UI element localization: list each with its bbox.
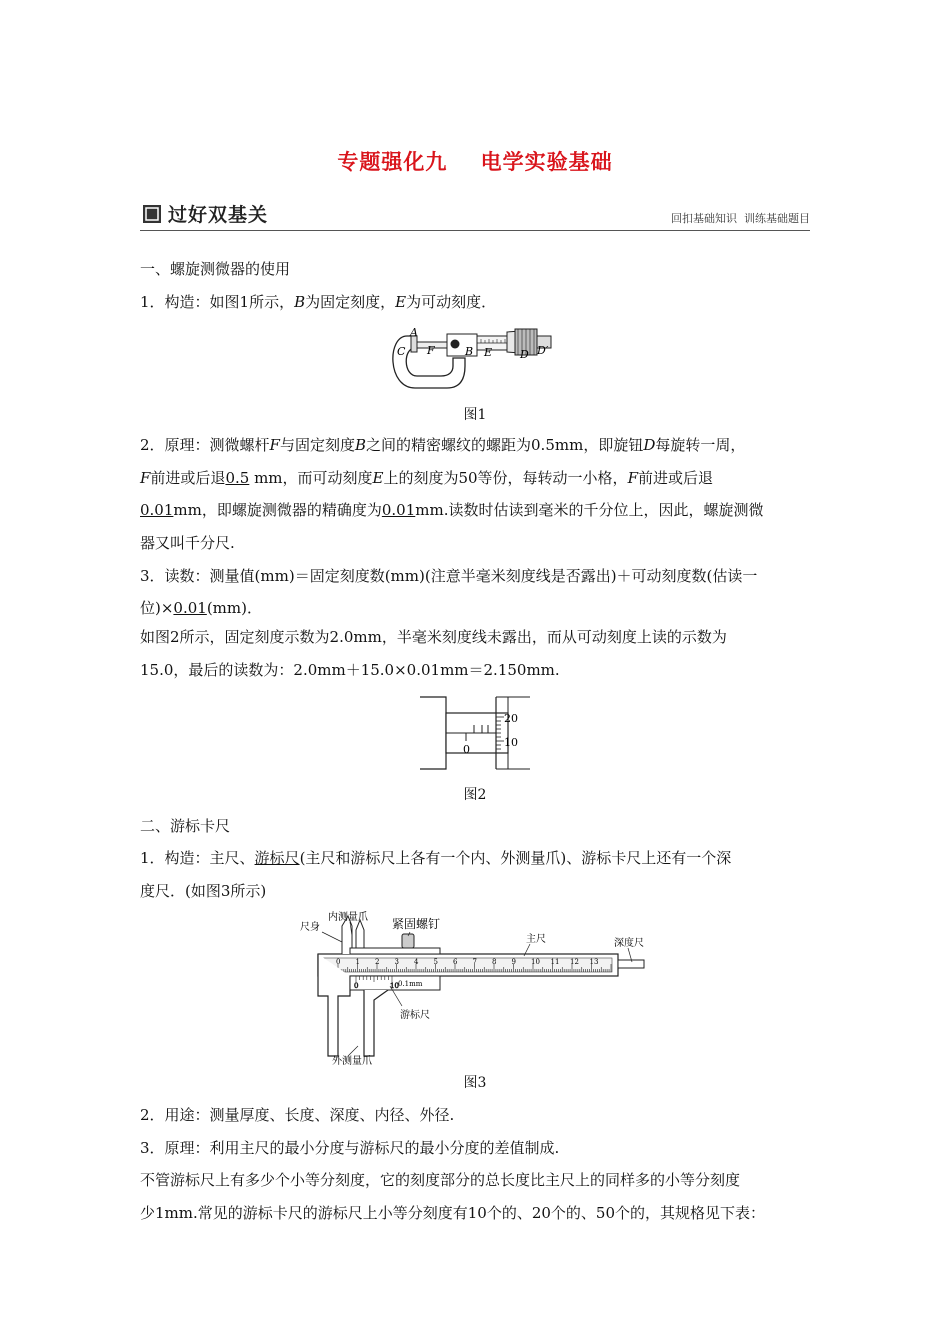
label-F: F <box>427 344 435 357</box>
s1-paragraph-principle-l2: F前进或后退0.5 mm，而可动刻度E上的刻度为50等份，每转动一小格，F前进或后退 <box>140 469 713 487</box>
title-part1: 专题强化九 <box>337 150 448 174</box>
main-scale-label: 10 <box>531 958 540 966</box>
banner-divider <box>140 230 810 231</box>
section1-heading: 一、螺旋测微器的使用 <box>140 260 291 278</box>
label-D: D <box>520 348 529 361</box>
title-part2: 电学实验基础 <box>480 150 613 174</box>
s1-example-l1: 如图2所示，固定刻度示数为2.0mm，半毫米刻度线未露出，而从可动刻度上读的示数为 <box>140 628 727 646</box>
section2-heading: 二、游标卡尺 <box>140 817 231 835</box>
vernier-scale-label: 10 <box>390 982 399 990</box>
main-scale-label: 3 <box>394 958 399 966</box>
fixed-scale-zero: 0 <box>463 743 470 756</box>
label-C: C <box>397 345 406 358</box>
label-screw: 紧固螺钉 <box>392 917 441 931</box>
main-scale-label: 9 <box>511 958 516 966</box>
label-A: A <box>410 326 418 339</box>
main-scale-label: 12 <box>570 958 579 966</box>
s2-paragraph-principle: 3．原理：利用主尺的最小分度与游标尺的最小分度的差值制成. <box>140 1139 560 1157</box>
figure1-caption: 图1 <box>463 407 487 423</box>
page-title <box>0 146 950 176</box>
thimble-label-20: 20 <box>504 712 518 725</box>
label-main-scale: 主尺 <box>526 934 546 945</box>
micrometer-reading-figure <box>418 693 533 773</box>
vernier-scale-label: 0 <box>354 982 359 990</box>
s1-paragraph-construct: 1．构造：如图1所示，B为固定刻度，E为可动刻度． <box>140 293 497 311</box>
banner-subtitle: 回扣基础知识 训练基础题目 <box>671 212 810 225</box>
main-scale-label: 11 <box>550 958 560 966</box>
s2-paragraph-detail-l1: 不管游标尺上有多少个小等分刻度，它的刻度部分的总长度比主尺上的同样多的小等分刻度 <box>140 1171 741 1189</box>
main-scale-label: 0 <box>336 958 341 966</box>
label-inner-jaw: 内测量爪 <box>328 912 368 923</box>
s1-paragraph-reading-l2: 位)×0.01(mm)． <box>140 599 262 617</box>
label-Dprime: D′ <box>537 344 549 357</box>
label-vernier: 游标尺 <box>400 1010 430 1021</box>
s1-example-l2: 15.0，最后的读数为：2.0mm＋15.0×0.01mm＝2.150mm. <box>140 661 560 679</box>
main-scale-label: 6 <box>453 958 458 966</box>
s1-paragraph-principle-l3: 0.01mm，即螺旋测微器的精确度为0.01mm.读数时估读到毫米的千分位上，因此，螺旋测微 <box>140 501 764 519</box>
banner-square-icon <box>142 204 162 224</box>
label-E: E <box>484 346 493 359</box>
section-banner <box>140 198 810 232</box>
micrometer-figure <box>385 322 565 397</box>
main-scale-label: 2 <box>375 958 380 966</box>
label-body: 尺身 <box>300 922 320 933</box>
main-scale-label: 7 <box>472 958 477 966</box>
label-depth-rod: 深度尺 <box>614 938 644 949</box>
s1-paragraph-reading-l1: 3．读数：测量值(mm)＝固定刻度数(mm)(注意半毫米刻度线是否露出)＋可动刻度数(估读一 <box>140 567 758 585</box>
figure2-caption: 图2 <box>463 787 487 803</box>
main-scale-label: 8 <box>492 958 497 966</box>
s2-paragraph-usage: 2．用途：测量厚度、长度、深度、内径、外径. <box>140 1106 455 1124</box>
s2-paragraph-construct-l1: 1．构造：主尺、游标尺(主尺和游标尺上各有一个内、外测量爪)、游标卡尺上还有一个深 <box>140 849 732 867</box>
banner-title: 过好双基关 <box>168 204 269 226</box>
s1-paragraph-principle-l1: 2．原理：测微螺杆F与固定刻度B之间的精密螺纹的螺距为0.5mm，即旋钮D每旋转一周， <box>140 436 746 454</box>
main-scale-label: 5 <box>433 958 438 966</box>
s2-paragraph-construct-l2: 度尺．(如图3所示) <box>140 882 267 900</box>
thimble-label-10: 10 <box>504 736 518 749</box>
label-precision: 0.1mm <box>398 980 423 988</box>
s1-paragraph-principle-l4: 器又叫千分尺. <box>140 534 235 552</box>
label-B: B <box>465 345 474 358</box>
vernier-caliper-figure <box>298 906 652 1066</box>
main-scale-label: 4 <box>414 958 419 966</box>
main-scale-label: 1 <box>355 958 360 966</box>
main-scale-label: 13 <box>589 958 599 966</box>
figure3-caption: 图3 <box>463 1075 487 1091</box>
label-outer-jaw: 外测量爪 <box>332 1056 372 1066</box>
s2-paragraph-detail-l2: 少1mm.常见的游标卡尺的游标尺上小等分刻度有10个的、20个的、50个的，其规格见下表： <box>140 1204 766 1222</box>
